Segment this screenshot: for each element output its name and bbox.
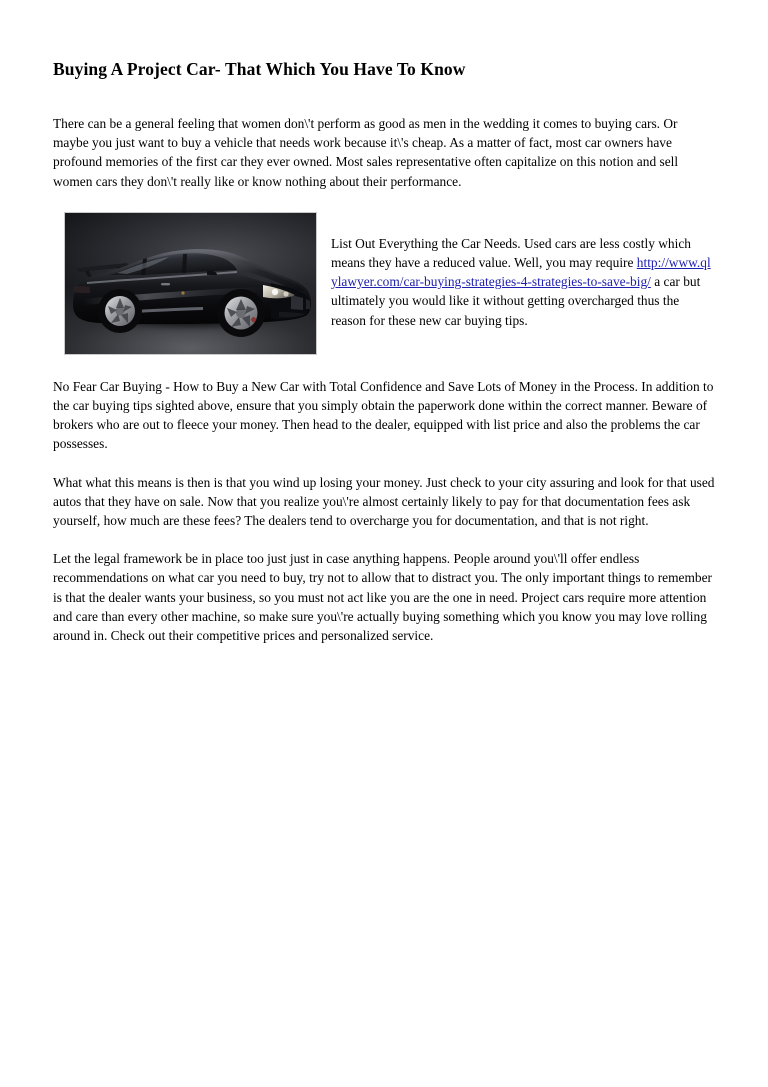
paragraph-what-what: What what this means is then is that you wind up losing your money. Just check to your city assuring and look for that used autos that they have on sale. Now that you realize you\'re almost certainly likely to pay for that documentation fees ask yourself, how much are these fees? The dealers tend to overcharge you for documentation, and that is not right. [53,474,715,529]
page-title: Buying A Project Car- That Which You Have To Know [53,59,466,79]
car-illustration [65,213,316,354]
figure-caption-text [331,210,715,330]
car-buying-strategies-link[interactable]: http://www.qlylawyer.com/car-buying-strategies-4-strategies-to-save-big/ [331,255,711,290]
paragraph-intro: There can be a general feeling that women don\'t perform as good as men in the wedding it comes to buying cars. Or maybe you just want to buy a vehicle that needs work because it\'s cheap. As a matter of fact, most car owners have profound memories of the first car they ever owned. Most sales representative often capitalize on this notion and sell women cars they don\'t really like or know nothing about their performance. [53,116,679,189]
figure-text-tail: a car but ultimately you would like it without getting overcharged thus the reason for these new car buying tips. [331,274,701,328]
figure-and-text-block [53,210,715,363]
paragraph-legal-framework: Let the legal framework be in place too just just in case anything happens. People around you\'ll offer endless recommendations on what car you need to buy, try not to allow that to distract you. The only important things to remember is that the dealer wants your business, so you must not act like you are the one in need. Project cars require more attention and care than every other machine, so make sure you\'re actually buying something which you know you may love rolling around in. Check out their competitive prices and personalized service. [53,551,712,644]
title-spacer [53,80,715,114]
figure-text-lead: List Out Everything the Car Needs. Used cars are less costly which means they have a reduced value. Well, you may require [331,235,691,271]
car-photo [64,212,317,355]
figure-block [64,212,317,355]
body-continued [53,363,715,645]
paragraph-no-fear: No Fear Car Buying - How to Buy a New Car with Total Confidence and Save Lots of Money in the Process. In addition to the car buying tips sighted above, ensure that you simply obtain the paperwork done within the correct manner. Beware of brokers who are out to fleece your money. Then head to the dealer, equipped with list price and also the problems the car possesses. [53,378,714,452]
